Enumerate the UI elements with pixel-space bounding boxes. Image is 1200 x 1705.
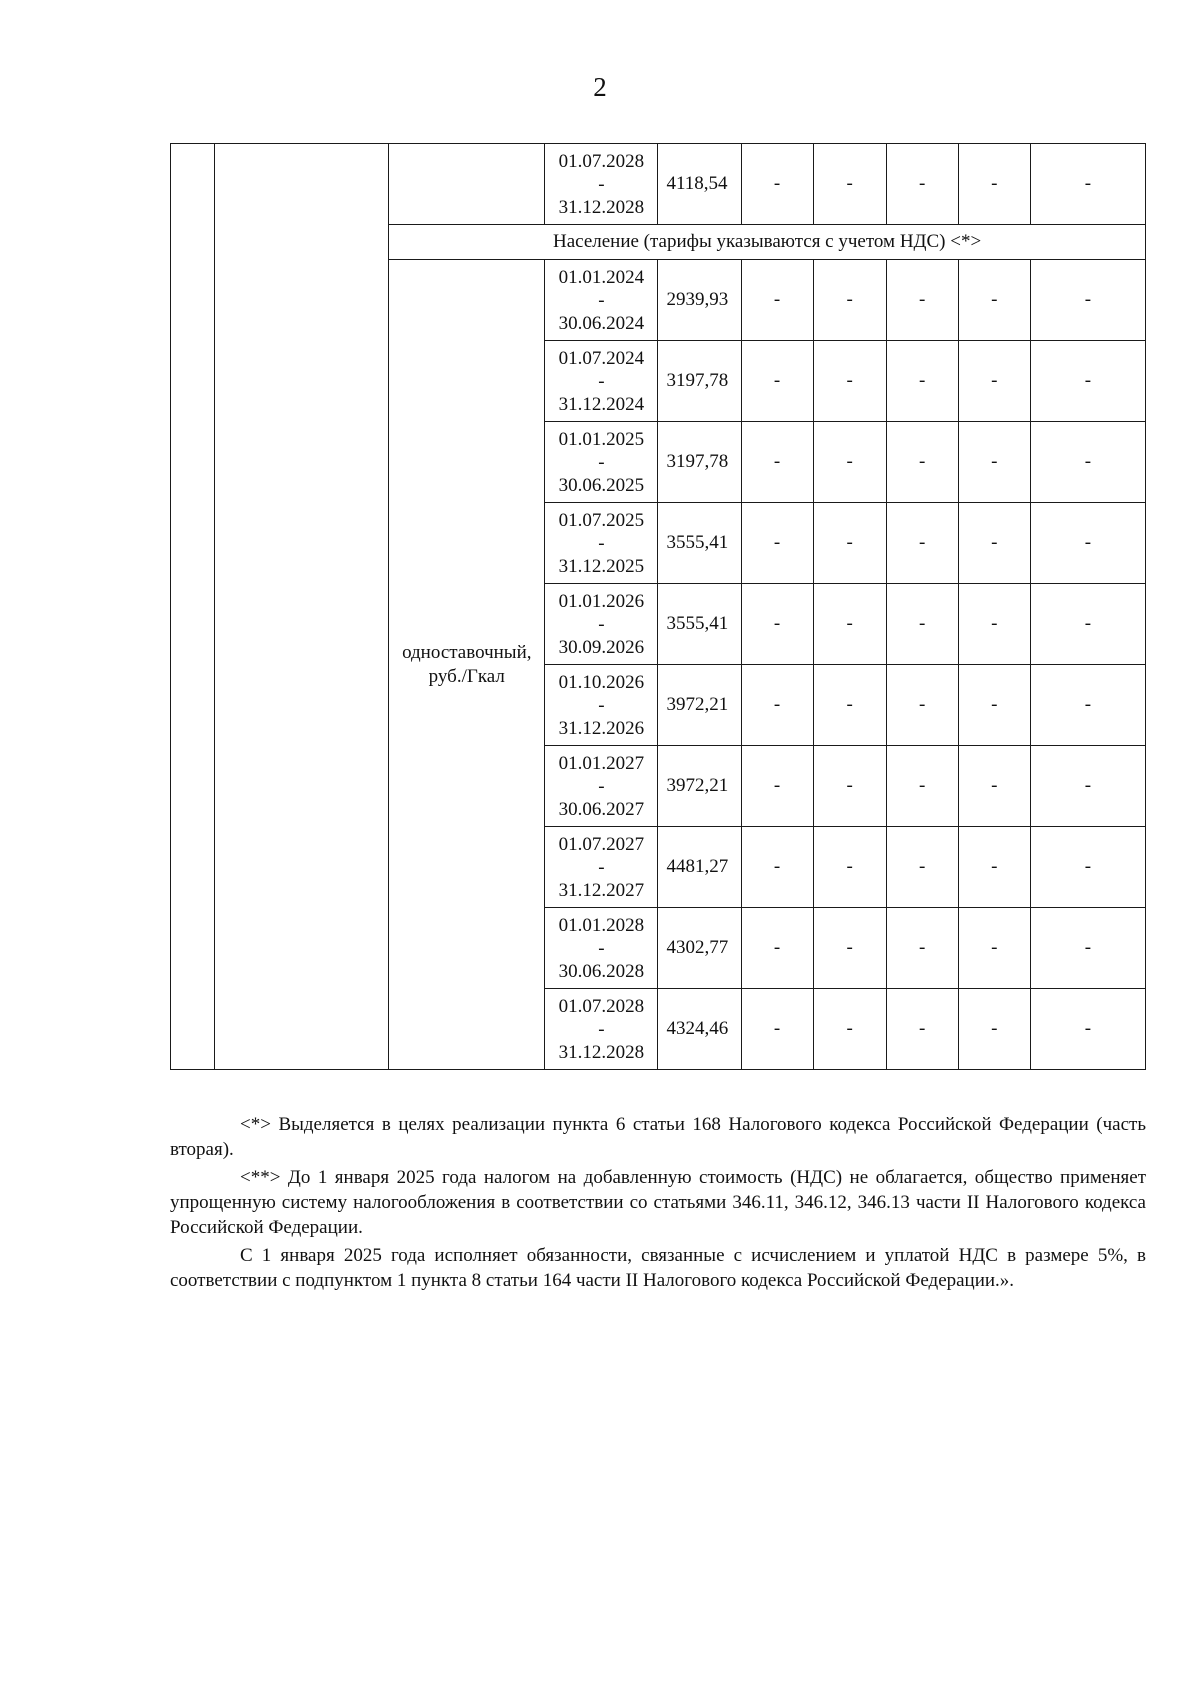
- period-cell: [545, 989, 658, 1070]
- rate-type-cell-empty: [389, 144, 545, 225]
- dash-cell: -: [741, 746, 813, 827]
- dash-cell: -: [958, 260, 1030, 341]
- tariff-value: 4481,27: [658, 827, 741, 908]
- period-cell: [545, 422, 658, 503]
- tariff-value: 3972,21: [658, 746, 741, 827]
- date-to: 31.12.2026: [558, 717, 645, 739]
- population-header: Население (тарифы указываются с учетом НДС) <*>: [389, 225, 1146, 260]
- date-to: 31.12.2028: [558, 1041, 645, 1063]
- date-from: 01.07.2028: [558, 995, 645, 1017]
- dash-cell: -: [958, 584, 1030, 665]
- date-separator: -: [598, 694, 605, 716]
- dash-cell: -: [1030, 144, 1145, 225]
- dash-cell: -: [1030, 341, 1145, 422]
- dash-cell: -: [958, 746, 1030, 827]
- dash-cell: -: [1030, 503, 1145, 584]
- dash-cell: -: [813, 503, 886, 584]
- period-cell: [545, 827, 658, 908]
- date-to: 31.12.2025: [558, 555, 645, 577]
- dash-cell: -: [1030, 908, 1145, 989]
- date-to: 30.06.2024: [558, 312, 645, 334]
- date-separator: -: [598, 532, 605, 554]
- dash-cell: -: [741, 827, 813, 908]
- dash-cell: -: [813, 584, 886, 665]
- dash-cell: -: [741, 422, 813, 503]
- period-cell: [545, 260, 658, 341]
- dash-cell: -: [741, 503, 813, 584]
- tariff-table: [170, 143, 1146, 1070]
- dash-cell: -: [886, 827, 958, 908]
- footnotes: [170, 1112, 1146, 1296]
- date-from: 01.07.2024: [558, 347, 645, 369]
- date-separator: -: [598, 775, 605, 797]
- dash-cell: -: [1030, 989, 1145, 1070]
- date-from: 01.07.2028: [558, 150, 645, 172]
- dash-cell: -: [741, 260, 813, 341]
- date-separator: -: [598, 856, 605, 878]
- table-row: [171, 144, 1146, 225]
- date-separator: -: [598, 937, 605, 959]
- date-separator: -: [598, 289, 605, 311]
- dash-cell: -: [886, 422, 958, 503]
- dash-cell: -: [1030, 584, 1145, 665]
- dash-cell: -: [813, 341, 886, 422]
- dash-cell: -: [813, 827, 886, 908]
- footnote-1: <*> Выделяется в целях реализации пункта 6 статьи 168 Налогового кодекса Российской Федерации (часть вторая).: [170, 1114, 1146, 1160]
- rate-type-cell: [389, 260, 545, 1070]
- tariff-value: 3197,78: [658, 422, 741, 503]
- period-cell: [545, 746, 658, 827]
- tariff-value: 3555,41: [658, 503, 741, 584]
- date-from: 01.01.2027: [558, 752, 645, 774]
- dash-cell: -: [958, 908, 1030, 989]
- date-separator: -: [598, 613, 605, 635]
- rate-type-line2: руб./Гкал: [428, 665, 505, 687]
- date-separator: -: [598, 451, 605, 473]
- dash-cell: -: [813, 665, 886, 746]
- dash-cell: -: [741, 908, 813, 989]
- date-separator: -: [598, 370, 605, 392]
- dash-cell: -: [813, 422, 886, 503]
- tariff-value: 3197,78: [658, 341, 741, 422]
- dash-cell: -: [886, 503, 958, 584]
- dash-cell: -: [1030, 827, 1145, 908]
- organization-cell: [215, 144, 389, 1070]
- footnote-2: <**> До 1 января 2025 года налогом на добавленную стоимость (НДС) не облагается, общество применяет упрощенную систему налогообложения в соответствии со статьями 346.11, 346.12, 346.13 части II Налогового кодекса Российской Федерации.: [170, 1167, 1146, 1238]
- dash-cell: -: [886, 908, 958, 989]
- date-to: 30.06.2028: [558, 960, 645, 982]
- date-separator: -: [598, 1018, 605, 1040]
- period-cell: [545, 144, 658, 225]
- dash-cell: -: [886, 260, 958, 341]
- date-from: 01.10.2026: [558, 671, 645, 693]
- period-cell: [545, 908, 658, 989]
- dash-cell: -: [1030, 665, 1145, 746]
- period-cell: [545, 665, 658, 746]
- dash-cell: -: [958, 503, 1030, 584]
- rate-type-line1: одноставочный,: [402, 641, 532, 663]
- dash-cell: -: [813, 746, 886, 827]
- date-from: 01.07.2025: [558, 509, 645, 531]
- dash-cell: -: [1030, 422, 1145, 503]
- date-from: 01.01.2025: [558, 428, 645, 450]
- dash-cell: -: [813, 908, 886, 989]
- dash-cell: -: [886, 341, 958, 422]
- dash-cell: -: [1030, 746, 1145, 827]
- dash-cell: -: [813, 260, 886, 341]
- date-from: 01.01.2024: [558, 266, 645, 288]
- dash-cell: -: [958, 989, 1030, 1070]
- tariff-value: 2939,93: [658, 260, 741, 341]
- date-to: 31.12.2028: [558, 196, 645, 218]
- date-from: 01.07.2027: [558, 833, 645, 855]
- dash-cell: -: [886, 746, 958, 827]
- dash-cell: -: [741, 989, 813, 1070]
- dash-cell: -: [741, 665, 813, 746]
- period-cell: [545, 341, 658, 422]
- tariff-value: 4324,46: [658, 989, 741, 1070]
- dash-cell: -: [958, 827, 1030, 908]
- dash-cell: -: [886, 665, 958, 746]
- date-to: 30.09.2026: [558, 636, 645, 658]
- dash-cell: -: [813, 144, 886, 225]
- period-cell: [545, 584, 658, 665]
- dash-cell: -: [1030, 260, 1145, 341]
- footnote-3: С 1 января 2025 года исполняет обязанности, связанные с исчислением и уплатой НДС в размере 5%, в соответствии с подпунктом 1 пункта 8 статьи 164 части II Налогового кодекса Российской Федерации.».: [170, 1245, 1146, 1291]
- date-separator: -: [598, 173, 605, 195]
- dash-cell: -: [741, 584, 813, 665]
- page-number: 2: [593, 72, 607, 102]
- dash-cell: -: [886, 989, 958, 1070]
- date-to: 30.06.2025: [558, 474, 645, 496]
- tariff-value: 4118,54: [658, 144, 741, 225]
- dash-cell: -: [958, 341, 1030, 422]
- tariff-value: 3555,41: [658, 584, 741, 665]
- dash-cell: -: [958, 665, 1030, 746]
- dash-cell: -: [741, 144, 813, 225]
- dash-cell: -: [958, 422, 1030, 503]
- dash-cell: -: [813, 989, 886, 1070]
- date-to: 30.06.2027: [558, 798, 645, 820]
- date-from: 01.01.2026: [558, 590, 645, 612]
- dash-cell: -: [958, 144, 1030, 225]
- dash-cell: -: [741, 341, 813, 422]
- number-cell: [171, 144, 215, 1070]
- date-to: 31.12.2024: [558, 393, 645, 415]
- period-cell: [545, 503, 658, 584]
- tariff-value: 4302,77: [658, 908, 741, 989]
- date-from: 01.01.2028: [558, 914, 645, 936]
- dash-cell: -: [886, 584, 958, 665]
- tariff-value: 3972,21: [658, 665, 741, 746]
- date-to: 31.12.2027: [558, 879, 645, 901]
- dash-cell: -: [886, 144, 958, 225]
